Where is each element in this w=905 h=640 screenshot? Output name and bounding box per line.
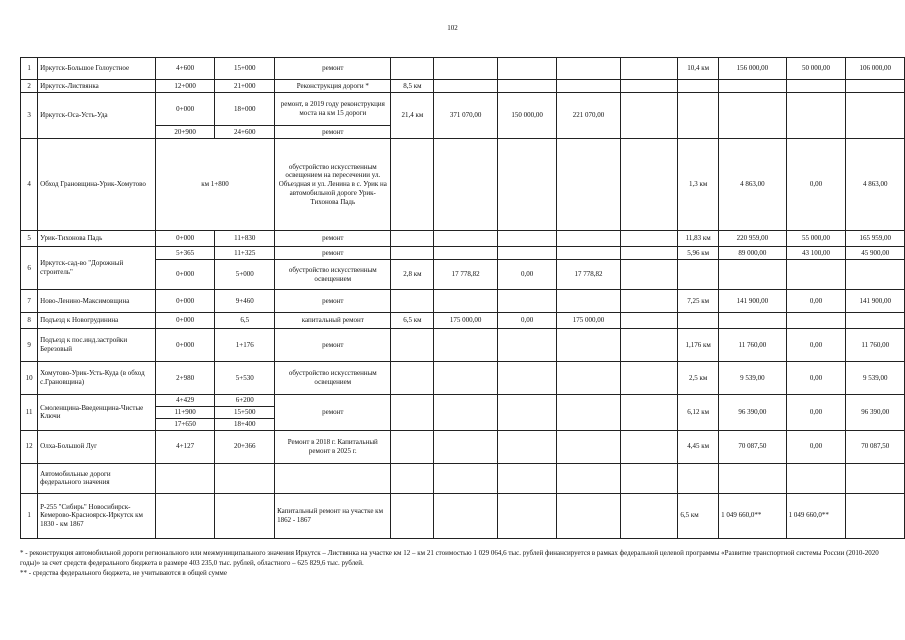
table-row [21, 463, 905, 493]
fed-cell [497, 80, 556, 93]
road-name: Иркутск-Листвянка [38, 80, 156, 93]
length-cell [391, 493, 434, 538]
km-range: км 1+800 [155, 139, 274, 231]
end-km: 18+000 [215, 93, 275, 126]
table-row [21, 139, 905, 231]
table-row [21, 329, 905, 362]
end-km [215, 493, 275, 538]
length-cell: 1,3 км [678, 139, 719, 231]
extra-cell [620, 362, 677, 395]
length-cell: 11,83 км [678, 231, 719, 247]
table-row [21, 290, 905, 313]
fed-cell [497, 290, 556, 313]
start-km: 5+365 [155, 247, 215, 260]
fed-cell [497, 395, 556, 431]
reg-cell: 4 863,00 [846, 139, 905, 231]
reg-cell [557, 139, 621, 231]
sum-cell: 9 539,00 [719, 362, 787, 395]
reg-cell [557, 362, 621, 395]
extra-cell [620, 80, 677, 93]
road-name: Обход Грановщина-Урик-Хомутово [38, 139, 156, 231]
end-km: 11+325 [215, 247, 275, 260]
end-km: 1+176 [215, 329, 275, 362]
work-type: ремонт [275, 290, 391, 313]
road-name: Иркутск-сад-во "Дорожный строитель" [38, 247, 156, 290]
work-type [275, 463, 391, 493]
start-km: 0+000 [155, 313, 215, 329]
row-number: 9 [21, 329, 38, 362]
work-type: Реконструкция дороги * [275, 80, 391, 93]
fed-cell [497, 231, 556, 247]
reg-cell: 45 900,00 [846, 247, 905, 260]
extra-cell [620, 247, 677, 260]
road-name: Подъезд к Новогрудинина [38, 313, 156, 329]
fed-cell [786, 93, 846, 139]
section-title: Автомобильные дороги федерального значения [38, 463, 156, 493]
length-cell [391, 290, 434, 313]
reg-cell: 106 000,00 [846, 58, 905, 80]
work-type: ремонт, в 2019 году реконструкция моста на км 15 дороги [275, 93, 391, 126]
sum-cell [434, 247, 498, 260]
fed-cell [497, 58, 556, 80]
length-cell: 10,4 км [678, 58, 719, 80]
fed-cell [786, 463, 846, 493]
reg-cell [557, 329, 621, 362]
extra-cell [620, 290, 677, 313]
end-km: 21+000 [215, 80, 275, 93]
length-cell [678, 93, 719, 139]
fed-cell: 150 000,00 [497, 93, 556, 139]
length-cell: 1,176 км [678, 329, 719, 362]
sum-cell [719, 93, 787, 139]
sum-cell: 17 778,82 [434, 260, 498, 290]
start-km [155, 493, 215, 538]
reg-cell [557, 80, 621, 93]
length-cell: 6,5 км [391, 313, 434, 329]
sum-cell: 96 390,00 [719, 395, 787, 431]
reg-cell [557, 58, 621, 80]
row-number: 7 [21, 290, 38, 313]
reg-cell [846, 93, 905, 139]
sum-cell: 175 000,00 [434, 313, 498, 329]
row-number: 2 [21, 80, 38, 93]
start-km: 0+000 [155, 231, 215, 247]
row-number [21, 463, 38, 493]
fed-cell [497, 430, 556, 463]
work-type: Капитальный ремонт на участке км 1862 - 1867 [275, 493, 391, 538]
sum-cell: 89 000,00 [719, 247, 787, 260]
sum-cell [719, 313, 787, 329]
reg-cell [557, 463, 621, 493]
fed-cell [497, 247, 556, 260]
reg-cell [557, 290, 621, 313]
end-km: 20+366 [215, 430, 275, 463]
start-km: 11+900 [155, 407, 215, 419]
length-cell [678, 260, 719, 290]
row-number: 4 [21, 139, 38, 231]
footnote-1: * - реконструкция автомобильной дороги регионального или межмуниципального значения Иркутск – Листвянка на участке км 12 – км 21 стоимостью 1 029 064,6 тыс. рублей финансируется в рамках федеральной целевой программы «Развитие транспортной системы России (2010-2020 годы)» за счет средств федерального бюджета в размере 403 235,0 тыс. рублей, областного – 625 829,6 тыс. рублей. [20, 549, 879, 568]
extra-cell [620, 58, 677, 80]
length-cell: 7,25 км [678, 290, 719, 313]
table-row [21, 247, 905, 260]
fed-cell: 43 100,00 [786, 247, 846, 260]
fed-cell: 1 049 660,0** [786, 493, 846, 538]
length-cell [678, 80, 719, 93]
work-type: ремонт [275, 247, 391, 260]
start-km: 17+650 [155, 419, 215, 431]
reg-cell [846, 493, 905, 538]
fed-cell [497, 362, 556, 395]
work-type: ремонт [275, 58, 391, 80]
road-name: Смоленщина-Введенщина-Чистые Ключи [38, 395, 156, 431]
sum-cell [434, 395, 498, 431]
length-cell: 6,5 км [678, 493, 719, 538]
row-number: 5 [21, 231, 38, 247]
table-row [21, 395, 905, 407]
reg-cell [557, 430, 621, 463]
reg-cell: 70 087,50 [846, 430, 905, 463]
road-name: Иркутск-Большое Голоустное [38, 58, 156, 80]
reg-cell: 11 760,00 [846, 329, 905, 362]
sum-cell: 156 000,00 [719, 58, 787, 80]
end-km: 6,5 [215, 313, 275, 329]
end-km: 15+000 [215, 58, 275, 80]
row-number: 1 [21, 493, 38, 538]
fed-cell [786, 80, 846, 93]
sum-cell [434, 493, 498, 538]
sum-cell [719, 80, 787, 93]
length-cell [678, 463, 719, 493]
end-km [215, 463, 275, 493]
start-km: 4+127 [155, 430, 215, 463]
fed-cell: 0,00 [497, 260, 556, 290]
length-cell [391, 329, 434, 362]
fed-cell: 55 000,00 [786, 231, 846, 247]
length-cell: 8,5 км [391, 80, 434, 93]
length-cell [391, 362, 434, 395]
fed-cell [786, 260, 846, 290]
sum-cell [719, 260, 787, 290]
fed-cell: 0,00 [786, 139, 846, 231]
start-km: 0+000 [155, 329, 215, 362]
extra-cell [620, 313, 677, 329]
reg-cell [846, 80, 905, 93]
end-km: 9+460 [215, 290, 275, 313]
extra-cell [620, 493, 677, 538]
start-km: 20+900 [155, 126, 215, 139]
reg-cell [846, 260, 905, 290]
fed-cell: 0,00 [786, 362, 846, 395]
end-km: 5+000 [215, 260, 275, 290]
end-km: 5+530 [215, 362, 275, 395]
work-type: ремонт [275, 126, 391, 139]
fed-cell: 0,00 [786, 329, 846, 362]
start-km: 2+980 [155, 362, 215, 395]
length-cell [678, 313, 719, 329]
work-type: обустройство искусственным освещением на пересечении ул. Объездная и ул. Ленина в с. Урик на автомобильной дороге Урик-Тихонова Падь [275, 139, 391, 231]
extra-cell [620, 93, 677, 139]
length-cell: 6,12 км [678, 395, 719, 431]
length-cell [391, 231, 434, 247]
sum-cell [434, 430, 498, 463]
road-name: Хомутово-Урик-Усть-Куда (в обход с.Грановщина) [38, 362, 156, 395]
extra-cell [620, 463, 677, 493]
length-cell [391, 430, 434, 463]
road-name: Олха-Большой Луг [38, 430, 156, 463]
sum-cell: 4 863,00 [719, 139, 787, 231]
sum-cell [434, 463, 498, 493]
end-km: 15+500 [215, 407, 275, 419]
row-number: 8 [21, 313, 38, 329]
end-km: 24+600 [215, 126, 275, 139]
work-type: Ремонт в 2018 г. Капитальный ремонт в 2025 г. [275, 430, 391, 463]
end-km: 18+400 [215, 419, 275, 431]
extra-cell [620, 231, 677, 247]
end-km: 6+200 [215, 395, 275, 407]
fed-cell: 0,00 [786, 430, 846, 463]
extra-cell [620, 430, 677, 463]
road-name: Иркутск-Оса-Усть-Уда [38, 93, 156, 139]
start-km: 12+000 [155, 80, 215, 93]
fed-cell [497, 329, 556, 362]
reg-cell: 141 900,00 [846, 290, 905, 313]
sum-cell: 70 087,50 [719, 430, 787, 463]
start-km: 4+429 [155, 395, 215, 407]
road-name: Ново-Ленино-Максимовщина [38, 290, 156, 313]
table-row [21, 313, 905, 329]
work-type: обустройство искусственным освещением [275, 260, 391, 290]
extra-cell [620, 329, 677, 362]
reg-cell: 9 539,00 [846, 362, 905, 395]
extra-cell [620, 395, 677, 431]
extra-cell [620, 260, 677, 290]
start-km: 0+000 [155, 290, 215, 313]
table-row [21, 93, 905, 126]
length-cell [391, 463, 434, 493]
work-type: ремонт [275, 329, 391, 362]
sum-cell: 371 070,00 [434, 93, 498, 139]
sum-cell [719, 463, 787, 493]
length-cell: 5,96 км [678, 247, 719, 260]
sum-cell [434, 58, 498, 80]
road-name: Подъезд к пос.инд.застройки Березовый [38, 329, 156, 362]
fed-cell [497, 139, 556, 231]
reg-cell [557, 231, 621, 247]
row-number: 1 [21, 58, 38, 80]
table-row [21, 80, 905, 93]
reg-cell: 175 000,00 [557, 313, 621, 329]
length-cell: 4,45 км [678, 430, 719, 463]
fed-cell: 50 000,00 [786, 58, 846, 80]
sum-cell [434, 362, 498, 395]
footnotes [20, 548, 890, 578]
length-cell [391, 58, 434, 80]
fed-cell: 0,00 [786, 395, 846, 431]
start-km: 4+600 [155, 58, 215, 80]
length-cell [391, 395, 434, 431]
sum-cell [434, 329, 498, 362]
roads-table [20, 57, 905, 539]
row-number: 6 [21, 247, 38, 290]
footnote-2: ** - средства федерального бюджета, не учитываются в общей сумме [20, 569, 227, 578]
work-type: ремонт [275, 395, 391, 431]
length-cell [391, 247, 434, 260]
reg-cell: 96 390,00 [846, 395, 905, 431]
sum-cell: 11 760,00 [719, 329, 787, 362]
sum-cell: 1 049 660,0** [719, 493, 787, 538]
page-number: 102 [447, 24, 458, 32]
end-km: 11+830 [215, 231, 275, 247]
row-number: 10 [21, 362, 38, 395]
length-cell: 2,8 км [391, 260, 434, 290]
table-row [21, 493, 905, 538]
road-name: Р-255 "Сибирь" Новосибирск-Кемерово-Красноярск-Иркутск км 1830 - км 1867 [38, 493, 156, 538]
reg-cell [557, 247, 621, 260]
fed-cell: 0,00 [786, 290, 846, 313]
start-km: 0+000 [155, 93, 215, 126]
work-type: ремонт [275, 231, 391, 247]
length-cell [391, 139, 434, 231]
table-row [21, 58, 905, 80]
sum-cell [434, 139, 498, 231]
sum-cell [434, 231, 498, 247]
sum-cell: 141 900,00 [719, 290, 787, 313]
row-number: 12 [21, 430, 38, 463]
work-type: капитальный ремонт [275, 313, 391, 329]
table-row [21, 430, 905, 463]
fed-cell [497, 493, 556, 538]
reg-cell [846, 463, 905, 493]
start-km: 0+000 [155, 260, 215, 290]
reg-cell [846, 313, 905, 329]
road-name: Урик-Тихонова Падь [38, 231, 156, 247]
work-type: обустройство искусственным освещением [275, 362, 391, 395]
length-cell: 2,5 км [678, 362, 719, 395]
fed-cell: 0,00 [497, 313, 556, 329]
reg-cell: 165 959,00 [846, 231, 905, 247]
sum-cell: 220 959,00 [719, 231, 787, 247]
sum-cell [434, 80, 498, 93]
row-number: 3 [21, 93, 38, 139]
reg-cell [557, 395, 621, 431]
reg-cell: 221 070,00 [557, 93, 621, 139]
fed-cell [786, 313, 846, 329]
table-row [21, 362, 905, 395]
table-row [21, 231, 905, 247]
extra-cell [620, 139, 677, 231]
sum-cell [434, 290, 498, 313]
reg-cell: 17 778,82 [557, 260, 621, 290]
row-number: 11 [21, 395, 38, 431]
length-cell: 21,4 км [391, 93, 434, 139]
reg-cell [557, 493, 621, 538]
start-km [155, 463, 215, 493]
fed-cell [497, 463, 556, 493]
